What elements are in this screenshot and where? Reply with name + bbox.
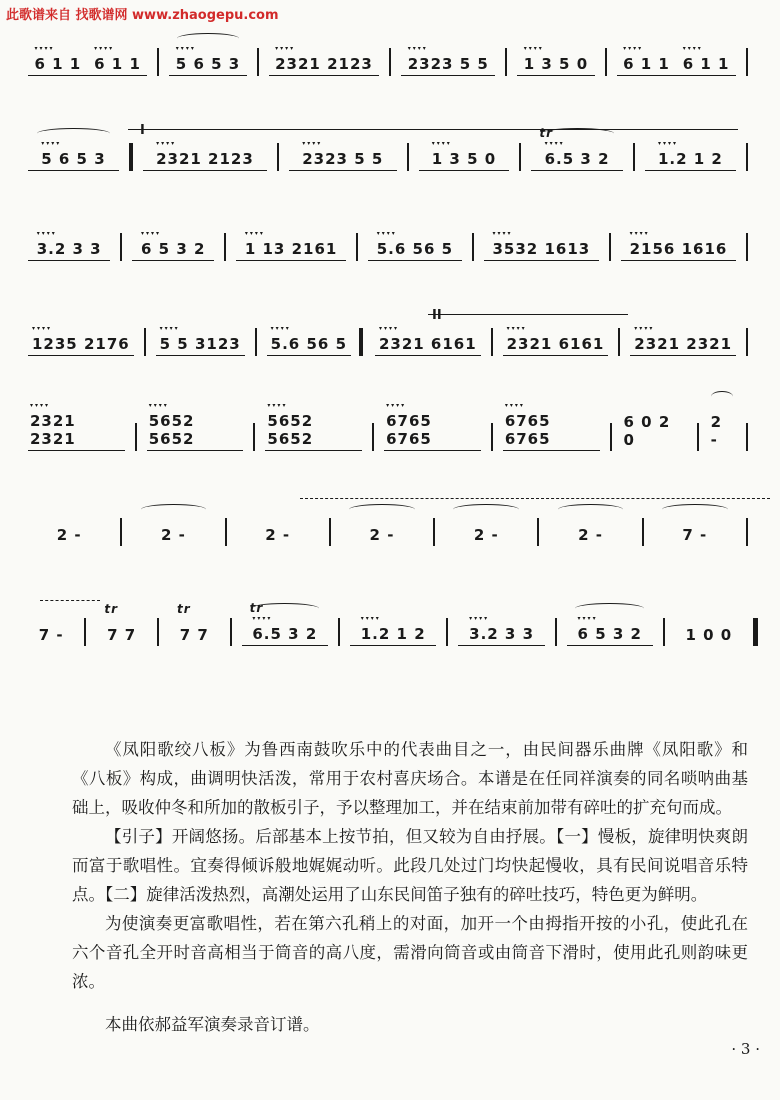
measure	[267, 335, 351, 356]
barline	[157, 618, 159, 646]
section-bracket	[128, 129, 738, 130]
note-group: 2 -	[160, 526, 186, 544]
note-group: ▾▾▾▾ 1.2 1 2	[359, 625, 428, 643]
trill-mark: tr	[249, 601, 264, 615]
barline	[356, 233, 358, 261]
measure	[350, 625, 436, 646]
commentary-text	[72, 735, 748, 1039]
measure	[341, 526, 423, 546]
barline	[746, 423, 748, 451]
note-group: ▾▾▾▾ 6 1 1	[621, 55, 672, 73]
dashed-extension-line	[300, 498, 770, 499]
barline	[491, 328, 493, 356]
barline	[135, 423, 137, 451]
score-row-3	[28, 215, 758, 275]
measure	[617, 55, 677, 76]
measure	[368, 240, 462, 261]
note-group: ▾▾▾▾ 2321 2123	[154, 150, 256, 168]
note-group: ▾▾▾▾ 5652 5652	[147, 412, 244, 448]
slur	[711, 391, 733, 402]
note-group: ▾▾▾▾ 5 6 5 3	[39, 150, 107, 168]
barline	[446, 618, 448, 646]
measure	[28, 412, 125, 451]
barline	[129, 143, 133, 171]
page-number: · 3 ·	[731, 1040, 760, 1058]
barline	[746, 233, 748, 261]
measure	[236, 240, 346, 261]
measure	[531, 126, 622, 171]
barline	[746, 48, 748, 76]
note-group: ▾▾▾▾ 6 1 1	[681, 55, 732, 73]
note-group: ▾▾▾▾ 3532 1613	[490, 240, 592, 258]
barline	[491, 423, 493, 451]
measure	[169, 55, 246, 76]
measure	[28, 240, 110, 261]
note-group: 2 -	[710, 413, 722, 449]
note-group: ▾▾▾▾ 3.2 3 3	[467, 625, 536, 643]
slur	[141, 504, 207, 515]
note-group: ▾▾▾▾ 1 13 2161	[243, 240, 340, 258]
barline	[120, 233, 122, 261]
barline	[633, 143, 635, 171]
note-group: ▾▾▾▾ 5.6 56 5	[269, 335, 349, 353]
measure	[445, 526, 527, 546]
barline	[555, 618, 557, 646]
barline	[225, 518, 227, 546]
slur	[575, 603, 644, 614]
barline	[389, 48, 391, 76]
note-group: 2 -	[56, 526, 82, 544]
paragraph: 本曲依郝益军演奏录音订谱。	[105, 1015, 320, 1034]
measure	[503, 412, 600, 451]
barline	[609, 233, 611, 261]
section-bracket	[428, 314, 628, 315]
paragraph: 《凤阳歌绞八板》为鲁西南鼓吹乐中的代表曲目之一，由民间器乐曲牌《凤阳歌》和《八板》构成，曲调明快活泼，常用于农村喜庆场合。本谱是在任同祥演奏的同名唢呐曲基础上，吸收仲冬和所加的散板引子，予以整理加工，并在结束前加带有碎吐的扩充句而成。	[72, 740, 748, 817]
measure	[458, 625, 544, 646]
note-group: ▾▾▾▾ 5.6 56 5	[375, 240, 455, 258]
note-group: ▾▾▾▾ 2321 6161	[377, 335, 479, 353]
measure	[622, 413, 687, 451]
note-group: ▾▾▾▾ 2323 5 5	[406, 55, 491, 73]
note-group: ▾▾▾▾ 2321 6161	[505, 335, 607, 353]
note-group: ▾▾▾▾ 2321 2321	[28, 412, 125, 448]
barline	[224, 233, 226, 261]
measure	[401, 55, 495, 76]
barline	[610, 423, 612, 451]
barline	[519, 143, 521, 171]
slur	[558, 504, 624, 515]
note-group: 6 0 2 0	[623, 413, 671, 449]
slur	[349, 504, 415, 515]
measure	[269, 55, 380, 76]
note-group: ▾▾▾▾ 6765 6765	[503, 412, 600, 448]
measure	[289, 150, 397, 171]
note-group: ▾▾▾▾ 1235 2176	[30, 335, 132, 353]
note-group: ▾▾▾▾ 6765 6765	[384, 412, 481, 448]
measure	[676, 55, 736, 76]
barline	[372, 423, 374, 451]
note-group: 7 7	[179, 626, 209, 644]
measure	[709, 413, 736, 451]
measure	[384, 412, 481, 451]
measure	[517, 55, 594, 76]
slur	[37, 128, 110, 139]
barline	[472, 233, 474, 261]
slur	[453, 504, 519, 515]
note-group: ▾▾▾▾ 6.5 3 2	[250, 625, 319, 643]
site-watermark-text: 此歌谱来自 找歌谱网 www.zhaogepu.com	[6, 8, 279, 23]
measure	[28, 55, 88, 76]
score-row-7	[28, 600, 758, 660]
barline	[277, 143, 279, 171]
final-barline	[753, 618, 758, 646]
slur	[662, 504, 728, 515]
note-group: ▾▾▾▾ 5 6 5 3	[174, 55, 242, 73]
note-group: ▾▾▾▾ 2323 5 5	[300, 150, 385, 168]
note-group: ▾▾▾▾ 5 5 3123	[158, 335, 243, 353]
measure	[654, 526, 736, 546]
measure	[675, 626, 743, 646]
barline	[144, 328, 146, 356]
measure	[567, 625, 653, 646]
score-row-6	[28, 500, 758, 560]
barline	[257, 48, 259, 76]
measure	[169, 602, 220, 646]
barline	[157, 48, 159, 76]
note-group: ▾▾▾▾ 1 3 5 0	[430, 150, 498, 168]
measure	[147, 412, 244, 451]
note-group: 2 -	[265, 526, 291, 544]
note-group: 1 0 0	[685, 626, 733, 644]
measure	[549, 526, 631, 546]
measure	[132, 526, 214, 546]
note-group: 2 -	[578, 526, 603, 544]
note-group: 2 -	[473, 526, 499, 544]
trill-mark: tr	[539, 126, 554, 140]
barline	[746, 518, 748, 546]
measure	[28, 335, 134, 356]
score-row-1	[28, 30, 758, 90]
barline	[329, 518, 331, 546]
barline	[505, 48, 507, 76]
score-row-2	[28, 125, 758, 185]
measure	[132, 240, 214, 261]
note-group: ▾▾▾▾ 5652 5652	[265, 412, 362, 448]
measure	[419, 150, 510, 171]
measure	[96, 602, 147, 646]
measure	[88, 55, 148, 76]
measure	[28, 150, 119, 171]
barline	[255, 328, 257, 356]
barline	[605, 48, 607, 76]
barline	[120, 518, 122, 546]
measure	[621, 240, 736, 261]
note-group: 7 -	[38, 626, 64, 644]
barline	[663, 618, 665, 646]
barline	[537, 518, 539, 546]
paragraph: 【引子】开阔悠扬。后部基本上按节拍，但又较为自由抒展。【一】慢板，旋律明快爽朗而富于歌唱性。宜奏得倾诉般地娓娓动听。此段几处过门均快起慢收，具有民间说唱音乐特点。【二】旋律活泼热烈，高潮处运用了山东民间笛子独有的碎吐技巧，特色更为鲜明。	[72, 827, 748, 904]
barline	[433, 518, 435, 546]
slur	[250, 603, 319, 614]
note-group: ▾▾▾▾ 2321 2123	[273, 55, 375, 73]
note-group: 7 7	[107, 626, 137, 644]
note-group: ▾▾▾▾ 1 3 5 0	[522, 55, 590, 73]
measure	[630, 335, 736, 356]
barline	[746, 143, 748, 171]
barline	[253, 423, 255, 451]
barline	[338, 618, 340, 646]
measure	[143, 150, 267, 171]
barline	[407, 143, 409, 171]
note-group: 7 -	[682, 526, 708, 544]
measure	[242, 601, 328, 646]
slur	[177, 33, 239, 44]
note-group: ▾▾▾▾ 2156 1616	[628, 240, 730, 258]
note-group: ▾▾▾▾ 6.5 3 2	[543, 150, 612, 168]
paragraph: 为使演奏更富歌唱性，若在第六孔稍上的对面，加开一个由拇指开按的小孔，使此孔在六个音孔全开时音高相当于筒音的高八度，需滑向筒音或由筒音下滑时，使用此孔则韵味更浓。	[72, 914, 748, 991]
barline	[84, 618, 86, 646]
measure	[265, 412, 362, 451]
note-group: ▾▾▾▾ 6 1 1	[32, 55, 83, 73]
section-mark: II	[432, 308, 442, 323]
measure	[28, 526, 110, 546]
note-group: ▾▾▾▾ 6 5 3 2	[139, 240, 207, 258]
note-group: ▾▾▾▾ 3.2 3 3	[35, 240, 104, 258]
measure	[156, 335, 245, 356]
slur	[541, 128, 614, 139]
note-group: 2 -	[369, 526, 395, 544]
note-group: ▾▾▾▾ 6 5 3 2	[576, 625, 644, 643]
measure	[503, 335, 609, 356]
score-row-5	[28, 405, 758, 465]
barline	[746, 328, 748, 356]
section-mark: I	[140, 123, 145, 138]
measure	[645, 150, 736, 171]
barline	[618, 328, 620, 356]
trill-mark: tr	[177, 602, 191, 616]
barline	[642, 518, 644, 546]
barline	[230, 618, 232, 646]
measure	[375, 335, 481, 356]
measure	[28, 626, 74, 646]
note-group: ▾▾▾▾ 1.2 1 2	[656, 150, 725, 168]
barline	[697, 423, 699, 451]
score-row-4	[28, 310, 758, 370]
measure	[484, 240, 599, 261]
measure	[237, 526, 319, 546]
note-group: ▾▾▾▾ 2321 2321	[632, 335, 734, 353]
trill-mark: tr	[104, 602, 119, 616]
repeat-barline	[359, 328, 365, 356]
note-group: ▾▾▾▾ 6 1 1	[92, 55, 143, 73]
